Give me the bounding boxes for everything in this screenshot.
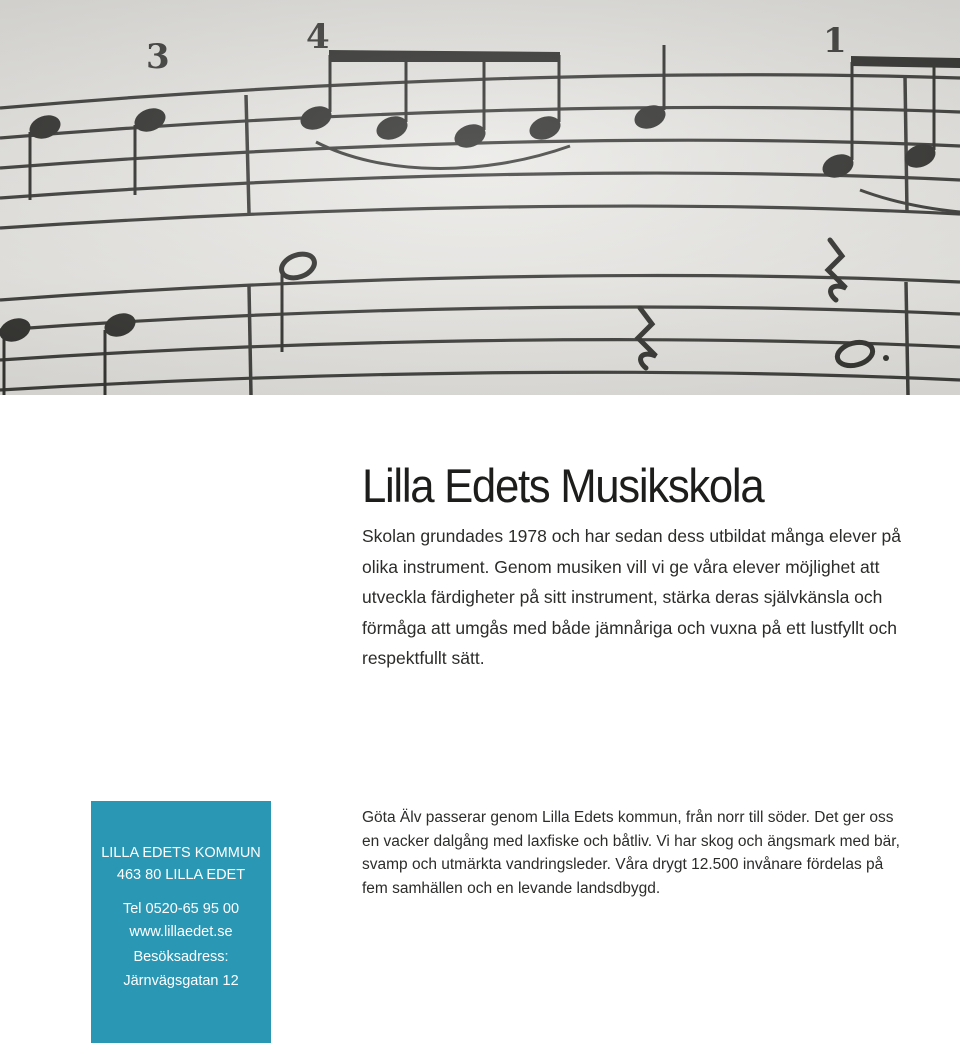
sheet-music-illustration — [0, 0, 960, 395]
municipality-name: LILLA EDETS KOMMUN — [101, 845, 261, 861]
contact-info-box — [91, 801, 271, 1043]
postal-address: 463 80 LILLA EDET — [116, 867, 246, 883]
phone-number: Tel 0520-65 95 00 — [122, 901, 240, 917]
page-title: Lilla Edets Musikskola — [362, 459, 764, 512]
region-paragraph: Göta Älv passerar genom Lilla Edets kommun, från norr till söder. Det ger oss en vacker dalgång med laxfiske och båtliv. Vi har skog och ängsmark med bär, svamp och utmärkta vandringsleder. Våra drygt 12.500 invånare fördelas på fem samhällen och en levande landsdbygd. — [362, 809, 900, 897]
website-link[interactable]: www.lillaedet.se — [129, 924, 233, 940]
visit-address: Järnvägsgatan 12 — [123, 973, 239, 989]
visit-address-label: Besöksadress: — [133, 949, 229, 965]
intro-paragraph: Skolan grundades 1978 och har sedan dess utbildat många elever på olika instrument. Genom musiken vill vi ge våra elever möjlighet att utveckla färdigheter på sitt instrument, stärka deras självkänsla och förmåga att umgås med både jämnåriga och vuxna på ett lustfyllt och respektfullt sätt. — [362, 526, 901, 668]
hero-sheet-music-image — [0, 0, 960, 395]
